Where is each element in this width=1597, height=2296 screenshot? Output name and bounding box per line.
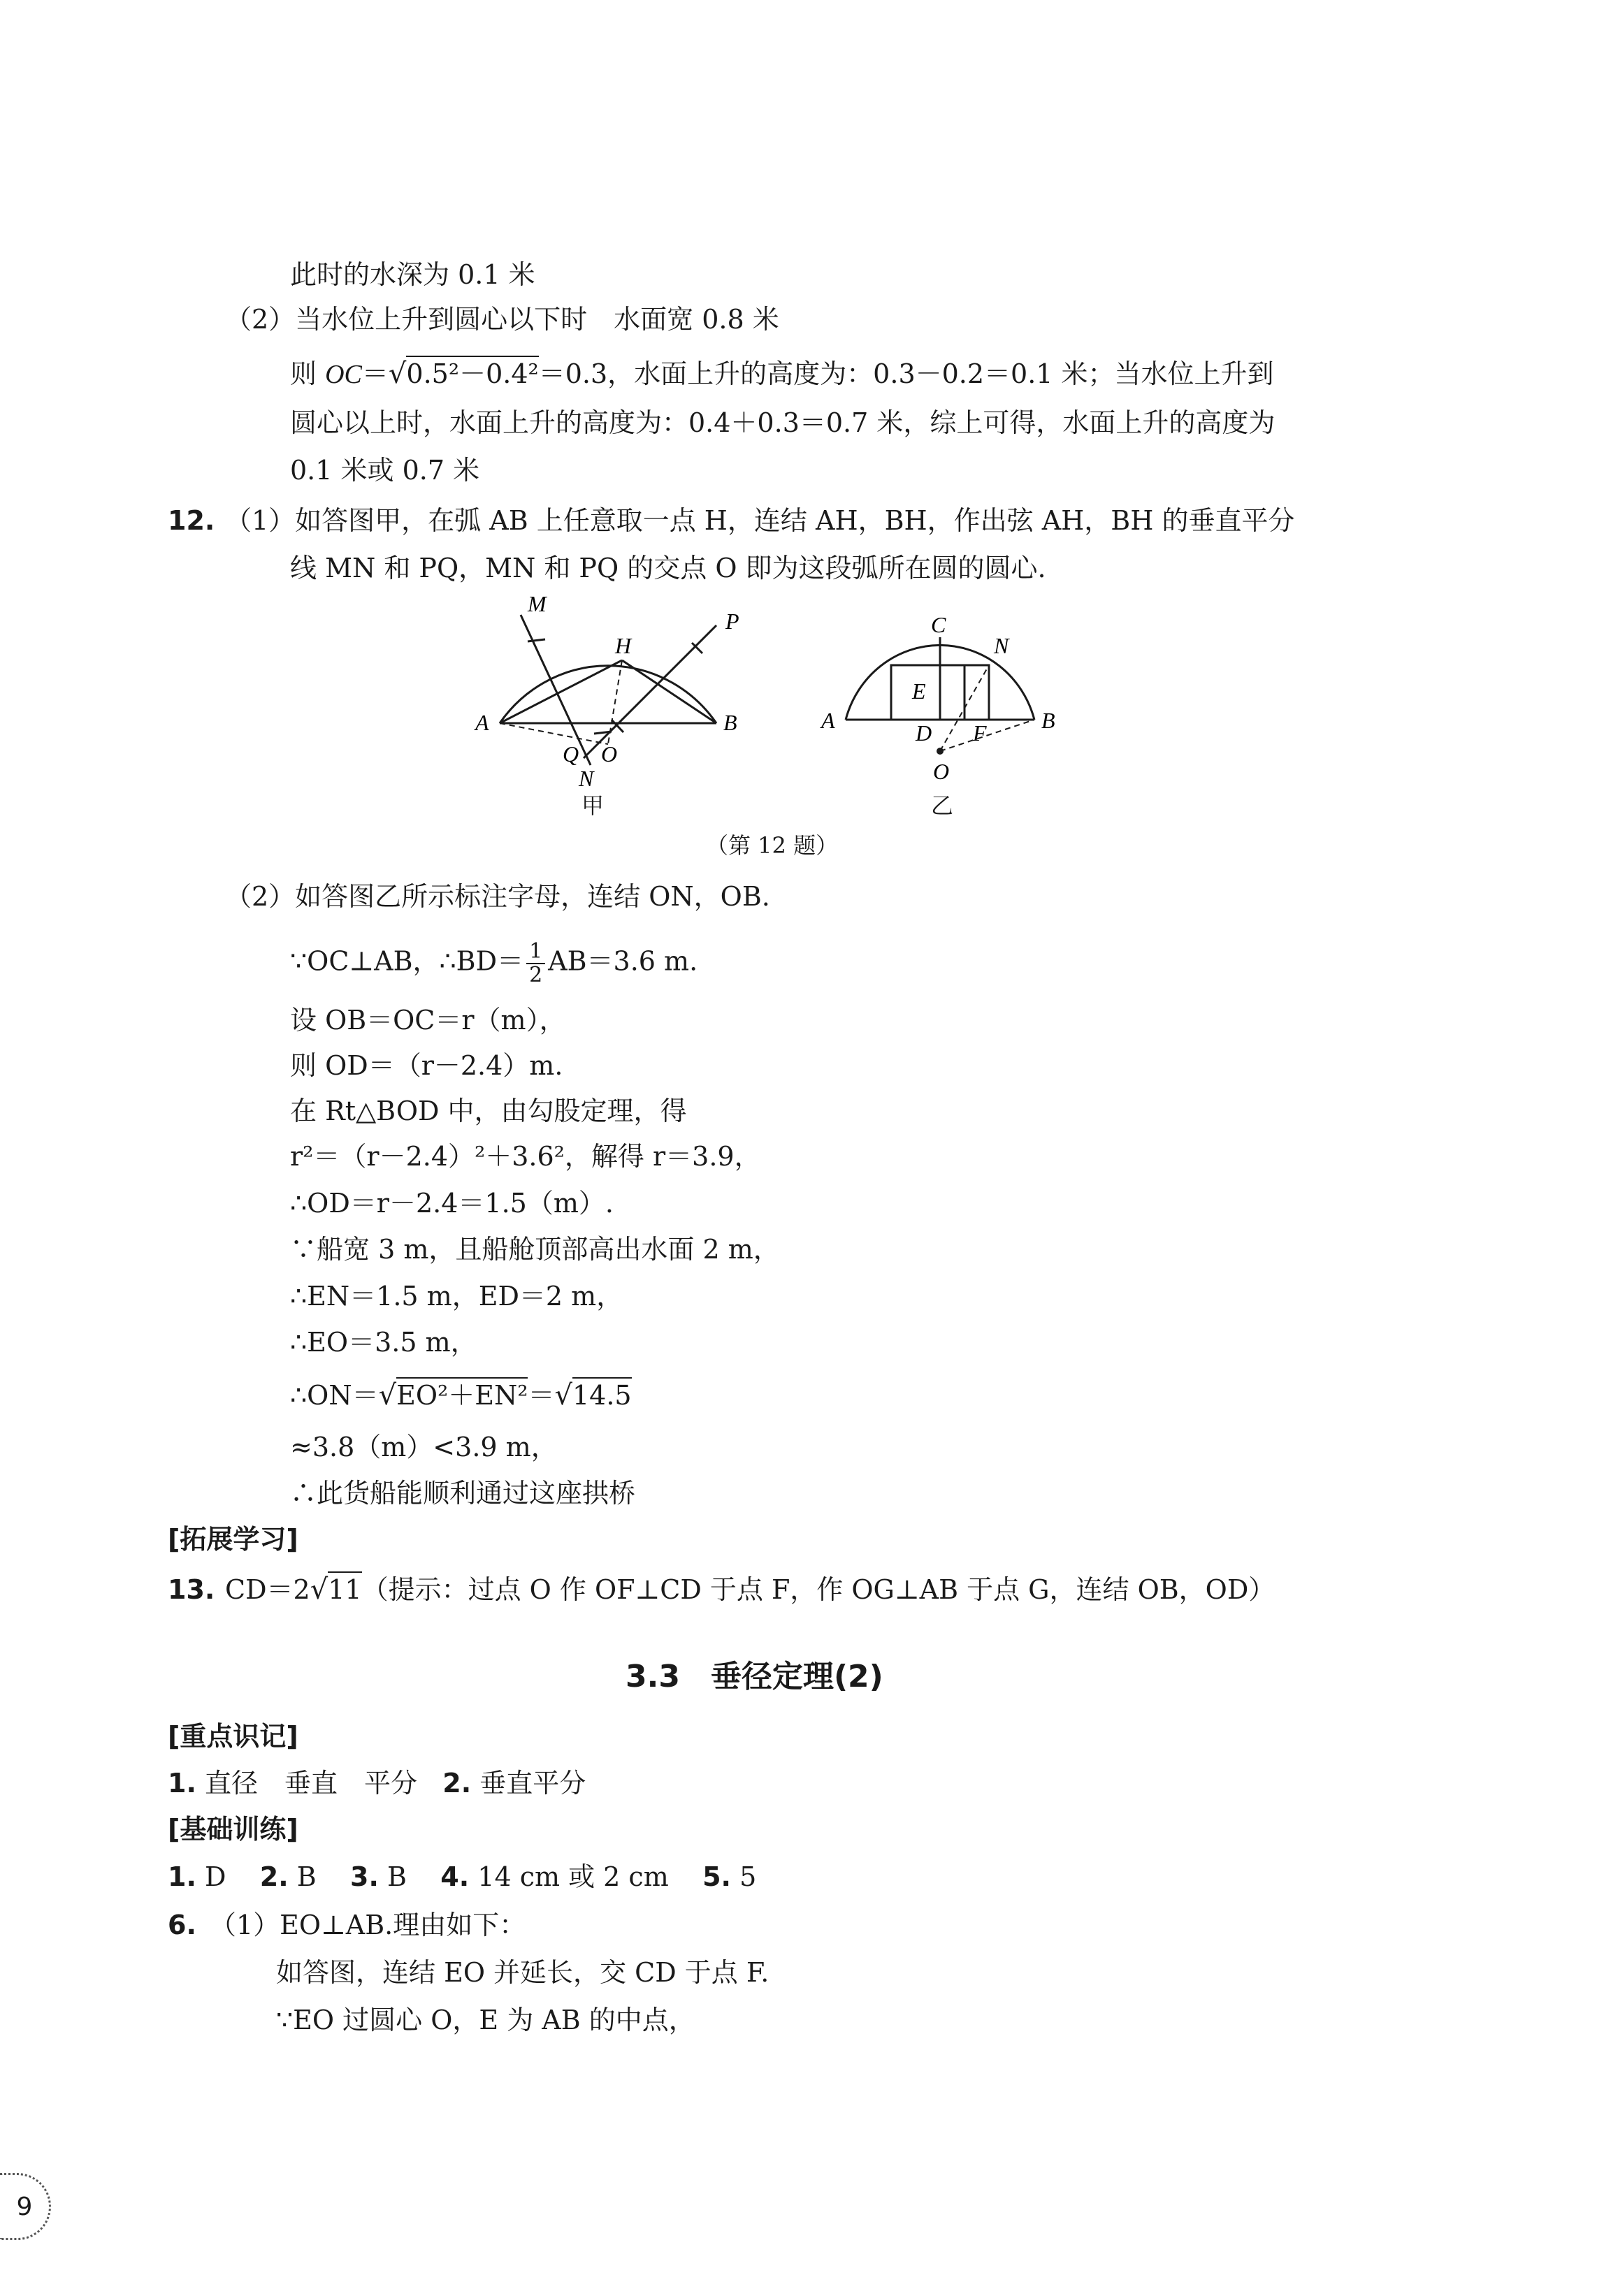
chord-bh (622, 660, 716, 723)
line-pq (584, 625, 716, 758)
frac-numerator: 1 (526, 940, 545, 964)
label-e: E (912, 678, 926, 704)
section-title: 3.3 垂径定理(2) (626, 1659, 883, 1694)
q11-line-b: （2）当水位上升到圆心以下时 水面宽 0.8 米 (225, 304, 779, 335)
q11-radicand: 0.5²－0.4² (406, 356, 538, 389)
basic-heading: [基础训练] (168, 1814, 298, 1845)
q12-p2-line9: ∴EN＝1.5 m，ED＝2 m， (290, 1281, 623, 1312)
q12-radicand-1: EO²＋EN² (396, 1377, 528, 1411)
mark-o2 (612, 720, 623, 732)
label-b: B (723, 710, 737, 735)
label-c: C (931, 612, 946, 637)
page-number: 9 (0, 2173, 51, 2240)
label-o: O (601, 741, 618, 766)
label-q: Q (563, 741, 579, 766)
kp-num-2: 2. (442, 1768, 472, 1799)
q6-line3: ∵EO 过圆心 O，E 为 AB 的中点， (276, 2005, 695, 2035)
kp-answer-1: 直径 垂直 平分 (204, 1768, 417, 1799)
q12-line2: 线 MN 和 PQ，MN 和 PQ 的交点 O 即为这段弧所在圆的圆心. (290, 553, 1046, 583)
q12-p2-line12: ≈3.8（m）<3.9 m， (290, 1432, 558, 1462)
q12-p2-line8: ∵船宽 3 m，且船舱顶部高出水面 2 m， (290, 1234, 780, 1265)
label-d: D (916, 720, 932, 746)
q12-p2-line11-mid: ＝ (528, 1380, 555, 1411)
q11-line-c (290, 356, 1274, 392)
basic-answers-line (168, 1859, 756, 1894)
label-m: M (528, 591, 547, 616)
q13-pre: CD＝2 (225, 1574, 310, 1605)
sqrt-sign: √ (388, 358, 407, 390)
ba-num-1: 1. (168, 1861, 196, 1892)
sqrt-sign: √ (378, 1379, 397, 1411)
fraction-half (526, 940, 545, 987)
label-a: A (475, 710, 489, 735)
q12-p2-line11 (290, 1378, 632, 1413)
label-a: A (821, 708, 835, 733)
key-points-heading: [重点识记] (168, 1721, 298, 1752)
q11-oc: OC (325, 360, 362, 389)
q12-p2-line11-pre: ∴ON＝ (290, 1380, 379, 1411)
q6-line2: 如答图，连结 EO 并延长，交 CD 于点 F. (276, 1957, 769, 1988)
sqrt-sign: √ (310, 1574, 328, 1606)
q12-line1: （1）如答图甲，在弧 AB 上任意取一点 H，连结 AH，BH，作出弦 AH，BH 的垂直平分 (225, 505, 1295, 536)
key-points-line (168, 1766, 586, 1801)
q11-line-c-post: ＝0.3，水面上升的高度为：0.3－0.2＝0.1 米；当水位上升到 (538, 358, 1274, 389)
q12-p2-line1: （2）如答图乙所示标注字母，连结 ON，OB. (225, 881, 770, 912)
point-o (937, 748, 944, 755)
q11-line-d: 圆心以上时，水面上升的高度为：0.4＋0.3＝0.7 米，综上可得，水面上升的高度为 (290, 407, 1276, 438)
q13-line (225, 1572, 1275, 1607)
q12-p2-line6: r²＝（r－2.4）²＋3.6²，解得 r＝3.9， (290, 1141, 761, 1172)
line-ob (940, 720, 1034, 751)
q13-post: （提示：过点 O 作 OF⊥CD 于点 F，作 OG⊥AB 于点 G，连结 OB，OD） (361, 1574, 1276, 1605)
q6-number: 6. (168, 1910, 196, 1940)
ba-answer-5: 5 (739, 1861, 757, 1892)
sqrt-sign: √ (554, 1379, 572, 1411)
q12-p2-line2-post: AB＝3.6 m. (548, 945, 698, 977)
ba-answer-2: B (296, 1861, 317, 1892)
ba-answer-4: 14 cm 或 2 cm (477, 1861, 669, 1892)
label-n: N (579, 766, 594, 791)
line-ao-dashed (500, 723, 608, 744)
figure-jia-label: 甲 (581, 792, 605, 819)
q12-p2-line10: ∴EO＝3.5 m， (290, 1327, 477, 1358)
ba-num-2: 2. (259, 1861, 289, 1892)
ba-num-5: 5. (702, 1861, 731, 1892)
kp-answer-2: 垂直平分 (479, 1768, 586, 1799)
q12-number: 12. (168, 505, 215, 536)
kp-num-1: 1. (168, 1768, 196, 1799)
q12-p2-line2-pre: ∵OC⊥AB，∴BD＝ (290, 945, 524, 977)
figure-yi-label: 乙 (931, 792, 954, 819)
label-o: O (933, 759, 950, 784)
q12-p2-line13: ∴此货船能顺利通过这座拱桥 (290, 1478, 636, 1509)
q12-p2-line3: 设 OB＝OC＝r（m）， (290, 1005, 566, 1036)
q13-radicand: 11 (328, 1571, 361, 1605)
q11-line-e: 0.1 米或 0.7 米 (290, 455, 480, 486)
label-h: H (615, 633, 632, 658)
arc-ab (500, 666, 716, 723)
label-b: B (1041, 708, 1055, 733)
ba-answer-3: B (387, 1861, 407, 1892)
q12-radicand-2: 14.5 (572, 1377, 632, 1411)
figure-caption: （第 12 题） (706, 832, 839, 859)
q12-p2-line2 (290, 940, 698, 987)
q12-p2-line5: 在 Rt△BOD 中，由勾股定理，得 (290, 1096, 687, 1126)
figure-jia (461, 587, 755, 824)
q11-line-a: 此时的水深为 0.1 米 (290, 259, 535, 290)
q11-eq: ＝ (361, 358, 389, 389)
q12-p2-line4: 则 OD＝（r－2.4）m. (290, 1050, 563, 1081)
ba-num-4: 4. (440, 1861, 470, 1892)
chord-ah (500, 660, 622, 723)
label-f: F (973, 720, 987, 746)
q11-line-c-pre: 则 (290, 358, 326, 389)
frac-denominator: 2 (529, 963, 543, 987)
q12-p2-line7: ∴OD＝r－2.4＝1.5（m）. (290, 1188, 614, 1219)
q6-line1: （1）EO⊥AB.理由如下： (210, 1910, 526, 1940)
ba-num-3: 3. (350, 1861, 379, 1892)
label-n: N (994, 633, 1009, 658)
extension-heading: [拓展学习] (168, 1524, 298, 1555)
figure-yi (811, 601, 1076, 811)
q13-number: 13. (168, 1574, 215, 1605)
ba-answer-1: D (204, 1861, 226, 1892)
mark-m (528, 639, 545, 641)
label-p: P (725, 609, 739, 634)
